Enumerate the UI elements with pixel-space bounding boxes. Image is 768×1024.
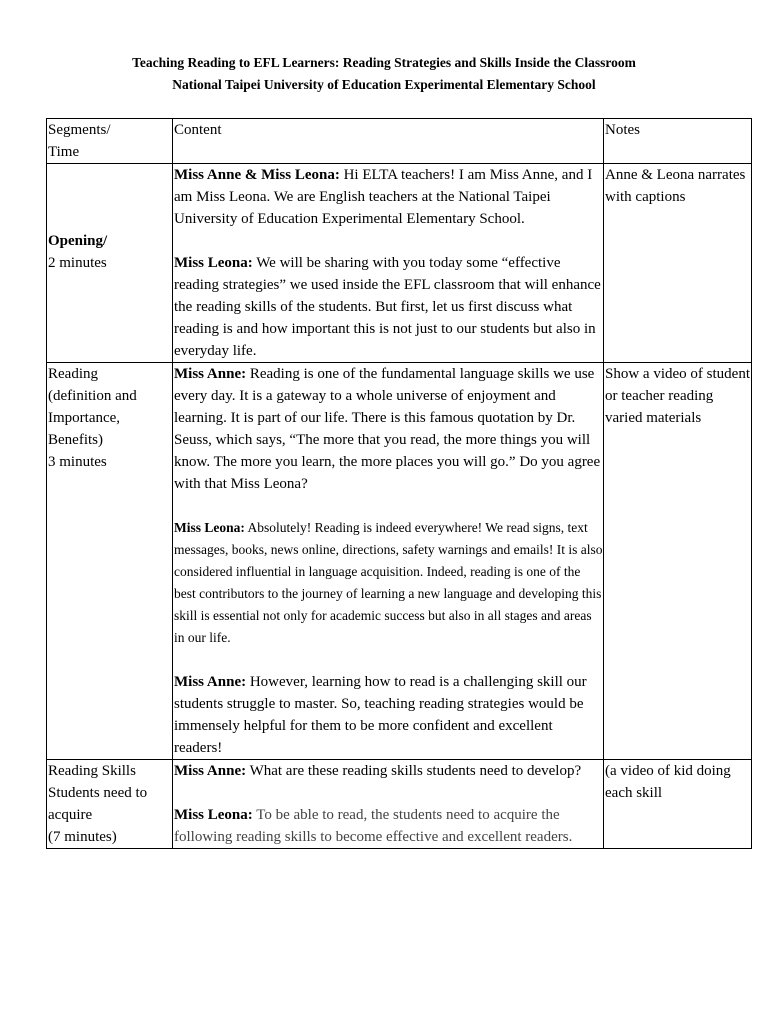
table-row-reading-skills: [47, 760, 752, 849]
dialogue-line: [174, 252, 603, 362]
dialogue-text: Hi ELTA teachers! I am Miss Anne, and I am Miss Leona. We are English teachers at the National Taipei University of Education Experimental Elementary School.: [174, 167, 593, 227]
notes-cell-reading-skills: (a video of kid doing each skill: [604, 760, 752, 849]
speaker-name: Miss Leona:: [174, 520, 245, 535]
speaker-name: Miss Leona:: [174, 807, 253, 823]
dialogue-line: [174, 804, 603, 848]
content-cell-reading: [173, 363, 604, 760]
speaker-name: Miss Anne:: [174, 366, 247, 382]
dialogue-text: We will be sharing with you today some “effective reading strategies” we used inside the EFL classroom that will enhance the reading skills of the students. But first, let us first discuss what reading is and how important this is not just to our students but also in everyday life.: [174, 255, 601, 359]
dialogue-line: [174, 671, 603, 759]
speaker-name: Miss Anne & Miss Leona:: [174, 167, 340, 183]
title-line-1: Teaching Reading to EFL Learners: Reading Strategies and Skills Inside the Classroom: [132, 55, 636, 70]
segment-title-opening: Opening/: [48, 233, 108, 249]
table-row-opening: [47, 164, 752, 363]
notes-cell-reading: Show a video of student or teacher reading varied materials: [604, 363, 752, 760]
speaker-name: Miss Anne:: [174, 763, 247, 779]
dialogue-text: Reading is one of the fundamental language skills we use every day. It is a gateway to a whole universe of enjoyment and learning. It is part of our life. There is this famous quotation by Dr. Seuss, which says, “The more that you read, the more things you will know. The more you learn, the more places you will go.” Do you agree with that Miss Leona?: [174, 366, 601, 492]
content-cell-opening: [173, 164, 604, 363]
header-notes: Notes: [604, 119, 752, 164]
speaker-name: Miss Anne:: [174, 674, 247, 690]
dialogue-text: What are these reading skills students need to develop?: [246, 763, 582, 779]
header-content: Content: [173, 119, 604, 164]
document-title: [0, 52, 768, 96]
table-row-reading: [47, 363, 752, 760]
dialogue-line: [174, 164, 603, 230]
content-cell-reading-skills: [173, 760, 604, 849]
dialogue-text: To be able to read, the students need to acquire the following reading skills to become effective and excellent readers.: [174, 807, 573, 845]
dialogue-line: [174, 517, 603, 649]
title-line-2: National Taipei University of Education Experimental Elementary School: [172, 77, 596, 92]
header-row: [47, 119, 752, 164]
segment-cell-opening: [47, 164, 173, 363]
segment-cell-reading: Reading (definition and Importance, Benefits) 3 minutes: [47, 363, 173, 760]
header-segment-time: Segments/ Time: [47, 119, 173, 164]
notes-cell-opening: Anne & Leona narrates with captions: [604, 164, 752, 363]
speaker-name: Miss Leona:: [174, 255, 253, 271]
script-table: [46, 118, 752, 849]
dialogue-text: Absolutely! Reading is indeed everywhere! We read signs, text messages, books, news online, directions, safety warnings and emails! It is also considered influential in language acquisition. Indeed, reading is one of the best contributors to the journey of learning a new language and developing this skill is essential not only for academic success but also in all stages and areas in our life.: [174, 520, 603, 645]
dialogue-text: However, learning how to read is a challenging skill our students struggle to master. So, teaching reading strategies would be immensely helpful for them to be more confident and excellent readers!: [174, 674, 587, 756]
dialogue-line: [174, 760, 603, 782]
dialogue-line: [174, 363, 603, 495]
segment-time-opening: 2 minutes: [48, 255, 107, 271]
segment-cell-reading-skills: Reading Skills Students need to acquire (7 minutes): [47, 760, 173, 849]
